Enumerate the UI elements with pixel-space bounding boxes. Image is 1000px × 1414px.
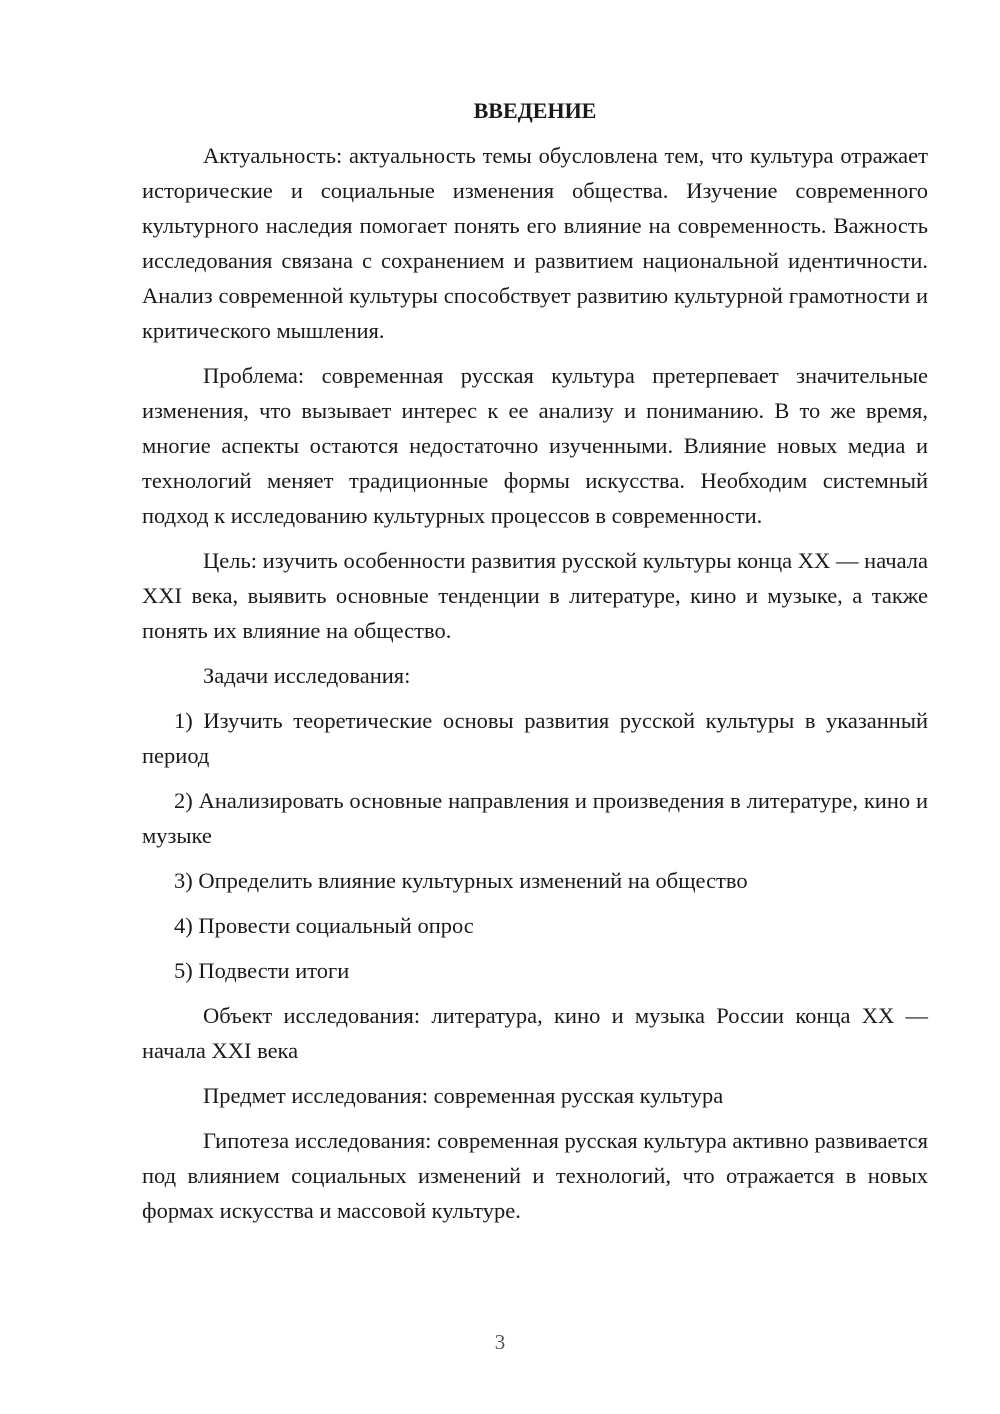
section-heading: ВВЕДЕНИЕ <box>473 98 597 123</box>
object-paragraph: Объект исследования: литература, кино и музыка России конца XX — начала XXI века <box>142 1003 928 1063</box>
task-item: 2) Анализировать основные направления и произведения в литературе, кино и музыке <box>142 788 928 848</box>
task-item: 4) Провести социальный опрос <box>174 913 474 938</box>
goal-paragraph: Цель: изучить особенности развития русской культуры конца XX — начала XXI века, выявить основные тенденции в литературе, кино и музыке, а также понять их влияние на общество. <box>142 548 928 643</box>
page-number: 3 <box>494 1330 506 1354</box>
subject-paragraph: Предмет исследования: современная русская культура <box>203 1083 724 1108</box>
problem-paragraph: Проблема: современная русская культура претерпевает значительные изменения, что вызывает интерес к ее анализу и пониманию. В то же время, многие аспекты остаются недостаточно изученными. Влияние новых медиа и технологий меняет традиционные формы искусства. Необходим системный подход к исследованию культурных процессов в современности. <box>142 363 928 528</box>
task-item: 5) Подвести итоги <box>174 958 350 983</box>
hypothesis-paragraph: Гипотеза исследования: современная русская культура активно развивается под влиянием социальных изменений и технологий, что отражается в новых формах искусства и массовой культуре. <box>142 1128 928 1223</box>
task-item: 3) Определить влияние культурных изменений на общество <box>174 868 748 893</box>
document-page <box>142 94 928 1238</box>
relevance-paragraph: Актуальность: актуальность темы обусловлена тем, что культура отражает исторические и социальные изменения общества. Изучение современного культурного наследия помогает понять его влияние на современность. Важность исследования связана с сохранением и развитием национальной идентичности. Анализ современной культуры способствует развитию культурной грамотности и критического мышления. <box>142 143 928 343</box>
task-item: 1) Изучить теоретические основы развития русской культуры в указанный период <box>142 708 928 768</box>
tasks-heading: Задачи исследования: <box>203 663 411 688</box>
